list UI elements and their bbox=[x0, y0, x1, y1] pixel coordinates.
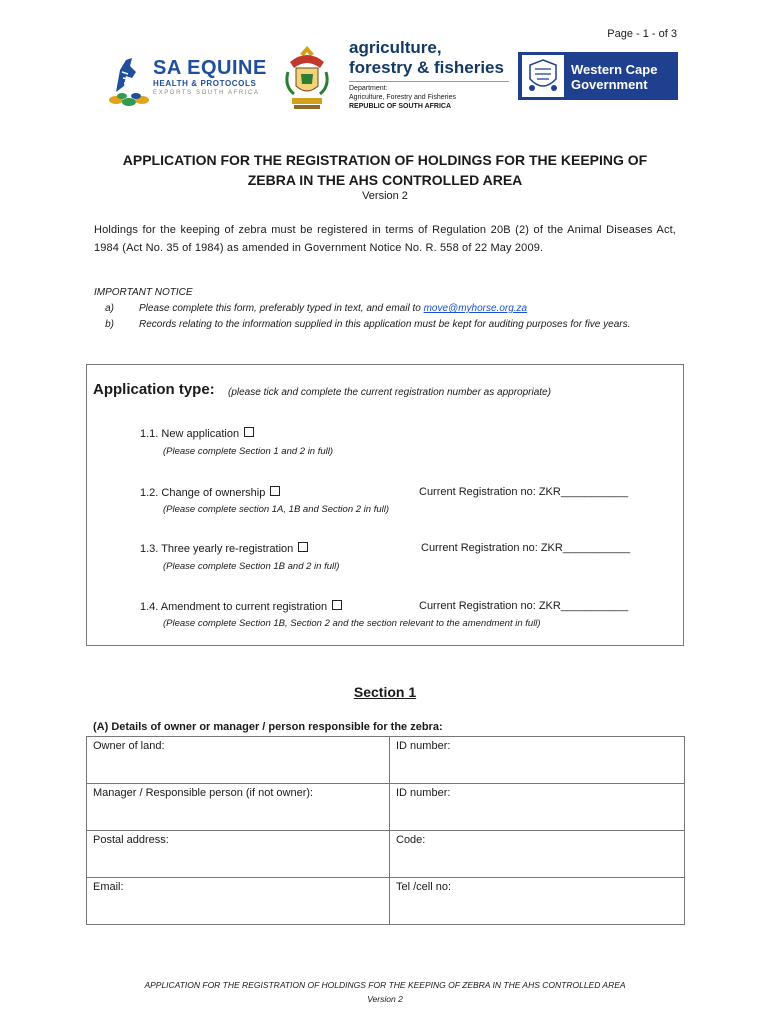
email-field[interactable]: Email: bbox=[87, 878, 390, 925]
option-label: 1.2. Change of ownership bbox=[140, 487, 266, 499]
change-ownership-reg-field[interactable]: Current Registration no: ZKR___________ bbox=[419, 486, 629, 498]
notice-a-label: a) bbox=[105, 303, 114, 314]
manager-field[interactable]: Manager / Responsible person (if not owner): bbox=[87, 784, 390, 831]
page-number: Page - 1 - of 3 bbox=[607, 28, 677, 40]
daff-logo-line2: forestry & fisheries bbox=[349, 58, 504, 77]
option-note: (Please complete Section 1B and 2 in full) bbox=[163, 561, 340, 572]
coat-of-arms-icon bbox=[282, 42, 332, 112]
manager-id-number-field[interactable]: ID number: bbox=[390, 784, 685, 831]
equine-logo-subtitle: HEALTH & PROTOCOLS bbox=[153, 79, 257, 88]
amendment-reg-field[interactable]: Current Registration no: ZKR___________ bbox=[419, 600, 629, 612]
table-row bbox=[87, 784, 685, 831]
notice-title: IMPORTANT NOTICE bbox=[94, 287, 193, 298]
daff-department-label: Department: bbox=[349, 85, 388, 92]
daff-divider bbox=[349, 81, 509, 82]
three-yearly-checkbox[interactable] bbox=[298, 542, 308, 552]
postal-code-field[interactable]: Code: bbox=[390, 831, 685, 878]
document-title-line1: APPLICATION FOR THE REGISTRATION OF HOLDINGS FOR THE KEEPING OF bbox=[122, 152, 648, 168]
wcg-logo-line1: Western Cape bbox=[571, 62, 658, 77]
daff-country: REPUBLIC OF SOUTH AFRICA bbox=[349, 103, 452, 110]
daff-department-name: Agriculture, Forestry and Fisheries bbox=[349, 94, 456, 101]
email-link[interactable]: move@myhorse.org.za bbox=[423, 303, 528, 314]
notice-b-label: b) bbox=[105, 319, 114, 330]
option-new-application bbox=[140, 427, 254, 440]
document-title bbox=[80, 150, 690, 190]
postal-address-field[interactable]: Postal address: bbox=[87, 831, 390, 878]
wcg-emblem-icon bbox=[522, 55, 564, 97]
table-row bbox=[87, 878, 685, 925]
table-row bbox=[87, 831, 685, 878]
option-label: 1.1. New application bbox=[140, 428, 240, 440]
zebra-icon bbox=[106, 52, 152, 108]
document-title-line2: ZEBRA IN THE AHS CONTROLLED AREA bbox=[247, 172, 523, 188]
owner-id-number-field[interactable]: ID number: bbox=[390, 737, 685, 784]
option-three-yearly bbox=[140, 542, 308, 555]
amendment-checkbox[interactable] bbox=[332, 600, 342, 610]
equine-logo bbox=[106, 52, 152, 108]
application-type-heading: Application type: bbox=[93, 381, 215, 398]
option-change-ownership bbox=[140, 486, 280, 499]
option-amendment bbox=[140, 600, 342, 613]
option-label: 1.3. Three yearly re-registration bbox=[140, 543, 294, 555]
notice-b-text: Records relating to the information supplied in this application must be kept for auditing purposes for five years. bbox=[139, 319, 631, 330]
document-version: Version 2 bbox=[362, 190, 408, 202]
option-note: (Please complete section 1A, 1B and Section 2 in full) bbox=[163, 504, 390, 515]
section-1-title: Section 1 bbox=[353, 684, 417, 700]
section-1-subtitle: (A) Details of owner or manager / person responsible for the zebra: bbox=[93, 721, 443, 733]
intro-paragraph: Holdings for the keeping of zebra must be registered in terms of Regulation 20B (2) of the Animal Diseases Act, 1984 (Act No. 35 of 1984) as amended in Government Notice No. R. 558 of 22 May 2009. bbox=[94, 224, 676, 254]
equine-logo-tagline: EXPORTS SOUTH AFRICA bbox=[153, 90, 260, 96]
three-yearly-reg-field[interactable]: Current Registration no: ZKR___________ bbox=[421, 542, 631, 554]
footer-title: APPLICATION FOR THE REGISTRATION OF HOLDINGS FOR THE KEEPING OF ZEBRA IN THE AHS CONTROLLED AREA bbox=[144, 980, 626, 990]
equine-logo-title: SA EQUINE bbox=[153, 57, 267, 79]
table-row bbox=[87, 737, 685, 784]
daff-logo-line1: agriculture, bbox=[349, 38, 442, 57]
notice-a-text: Please complete this form, preferably typed in text, and email to bbox=[139, 303, 421, 314]
owner-of-land-field[interactable]: Owner of land: bbox=[87, 737, 390, 784]
footer-version: Version 2 bbox=[367, 994, 403, 1004]
wcg-logo-line2: Government bbox=[571, 77, 648, 92]
option-label: 1.4. Amendment to current registration bbox=[140, 601, 328, 613]
application-type-hint: (please tick and complete the current registration number as appropriate) bbox=[228, 387, 551, 398]
tel-cell-field[interactable]: Tel /cell no: bbox=[390, 878, 685, 925]
owner-details-table bbox=[86, 736, 685, 925]
option-note: (Please complete Section 1B, Section 2 and the section relevant to the amendment in full) bbox=[163, 618, 541, 629]
new-application-checkbox[interactable] bbox=[244, 427, 254, 437]
option-note: (Please complete Section 1 and 2 in full) bbox=[163, 446, 334, 457]
change-ownership-checkbox[interactable] bbox=[270, 486, 280, 496]
